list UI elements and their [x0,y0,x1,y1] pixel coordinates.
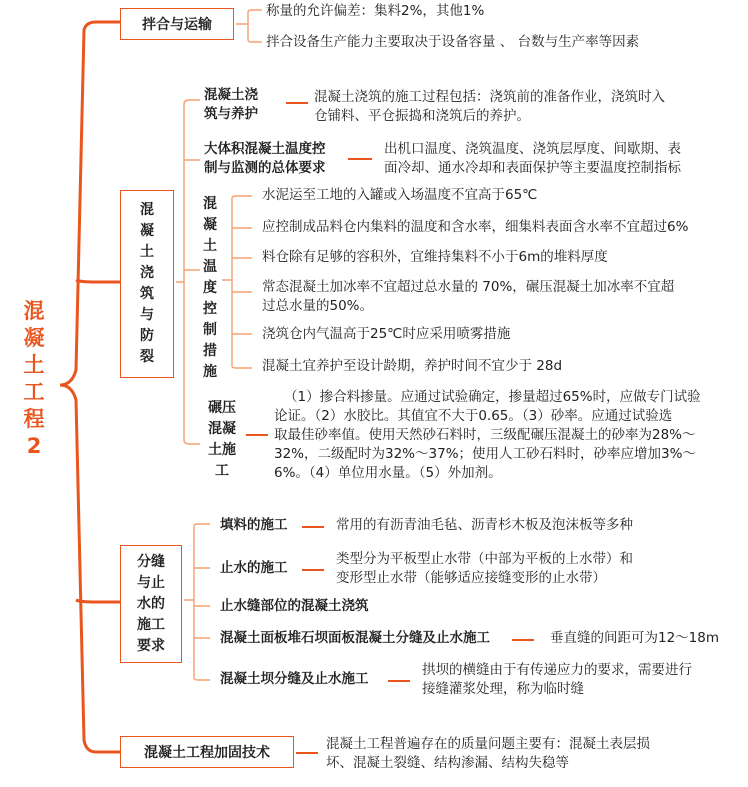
s2-title [204,140,326,178]
s1-title-line: 混凝土浇 [204,87,258,103]
s2-text-line: 出机口温度、浇筑温度、浇筑层厚度、间歇期、表 [384,141,681,157]
s4-line: 6%。（4）单位用水量。（5）外加剂。 [274,465,502,481]
b1-item-2: 拌合设备生产能力主要取决于设备容量 、 台数与生产率等因素 [266,34,640,50]
b3-item-2-text [336,550,633,588]
b3-item-3-title: 止水缝部位的混凝土浇筑 [220,598,369,614]
b3-item-1-text: 常用的有沥青油毛毡、沥青杉木板及泡沫板等多种 [336,517,633,533]
s3-item-3: 料仓除有足够的容积外，宜维持集料不小于6m的堆料厚度 [262,249,608,265]
root-char: 2 [26,434,42,458]
s4-text [274,388,701,483]
s3-item-5: 浇筑仓内气温高于25℃时应采用喷雾措施 [262,326,511,342]
s4-line: 32%，二级配时为32%～37%；使用人工砂石料时，砂率应增加3%～ [274,446,696,462]
branch-title: 拌合与运输 [142,17,212,33]
b4-text-line: 混凝土工程普遍存在的质量问题主要有：混凝土表层损 [326,736,650,752]
b3-item-5-line: 接缝灌浆处理，称为临时缝 [422,681,584,697]
s4-line: 取最佳砂率值。使用天然砂石料时，三级配碾压混凝土的砂率为28%～ [274,427,696,443]
branch-joint-waterstop [120,545,182,663]
s3-item-2: 应控制成品料仓内集料的温度和含水率，细集料表面含水率不宜超过6% [262,219,689,235]
root-title [14,298,54,460]
b3-item-5-text [422,661,692,699]
branch-reinforcement [120,736,294,768]
branch-pouring-crack [120,190,174,378]
connector [286,102,308,104]
root-char: 程 [23,407,45,431]
s2-text [384,140,681,178]
b3-item-5-title: 混凝土坝分缝及止水施工 [220,671,369,687]
s1-title-line: 筑与养护 [204,106,258,122]
b3-item-1-title: 填料的施工 [220,517,288,533]
b3-item-5-line: 拱坝的横缝由于有传递应力的要求，需要进行 [422,662,692,678]
s3-item-4-line: 过总水量的50%。 [262,298,374,314]
b3-item-2-title: 止水的施工 [220,560,288,576]
s1-text [314,88,665,126]
s4-title: 碾压 混凝 土施 工 [208,400,236,479]
branch-mixing-transport [120,8,234,40]
b3-item-2-line: 类型分为平板型止水带（中部为平板的上水带）和 [336,551,633,567]
b3-item-4-title: 混凝土面板堆石坝面板混凝土分缝及止水施工 [220,630,490,646]
b4-text-line: 坏、混凝土裂缝、结构渗漏、结构失稳等 [326,755,569,771]
branch-title: 分缝 与止 水的 施工 要求 [137,553,165,654]
s3-item-4 [262,278,674,316]
b3-item-4-text: 垂直缝的间距可为12～18m [550,630,720,646]
s4-line: （1）掺合料掺量。应通过试验确定，掺量超过65%时，应做专门试验 [284,389,701,405]
b3-item-2-line: 变形型止水带（能够适应接缝变形的止水带） [336,570,606,586]
b1-item-1: 称量的允许偏差：集料2%，其他1% [266,3,485,19]
connector [302,526,324,528]
s1-title [204,86,284,124]
connector [296,752,318,754]
root-char: 混 [23,299,45,323]
root-char: 凝 [23,326,45,350]
branch-title: 混 凝 土 浇 筑 与 防 裂 [140,202,154,365]
connector [302,569,324,571]
s3-item-6: 混凝土宜养护至设计龄期，养护时间不宜少于 28d [262,358,563,374]
connector [348,158,372,160]
s4-line: 论证。（2）水胶比。其值宜不大于0.65。（3）砂率。应通过试验选 [274,408,673,424]
s3-item-4-line: 常态混凝土加冰率不宜超过总水量的 70%，碾压混凝土加冰率不宜超 [262,279,675,295]
branch-title: 混凝土工程加固技术 [144,745,270,761]
s3-item-1: 水泥运至工地的入罐或入场温度不宜高于65℃ [262,187,538,203]
root-char: 工 [23,380,45,404]
s1-text-line: 仓铺料、平仓振捣和浇筑后的养护。 [314,108,530,124]
s3-title: 混 凝 土 温 度 控 制 措 施 [203,196,217,380]
s2-title-line: 大体积混凝土温度控 [204,141,326,157]
s1-text-line: 混凝土浇筑的施工过程包括：浇筑前的准备作业，浇筑时入 [314,89,665,105]
connector [512,639,534,641]
s2-title-line: 制与监测的总体要求 [204,160,326,176]
connector [246,434,268,436]
s2-text-line: 面冷却、通水冷却和表面保护等主要温度控制指标 [384,160,681,176]
b4-text [326,735,650,773]
connector [388,680,410,682]
root-char: 土 [23,353,45,377]
